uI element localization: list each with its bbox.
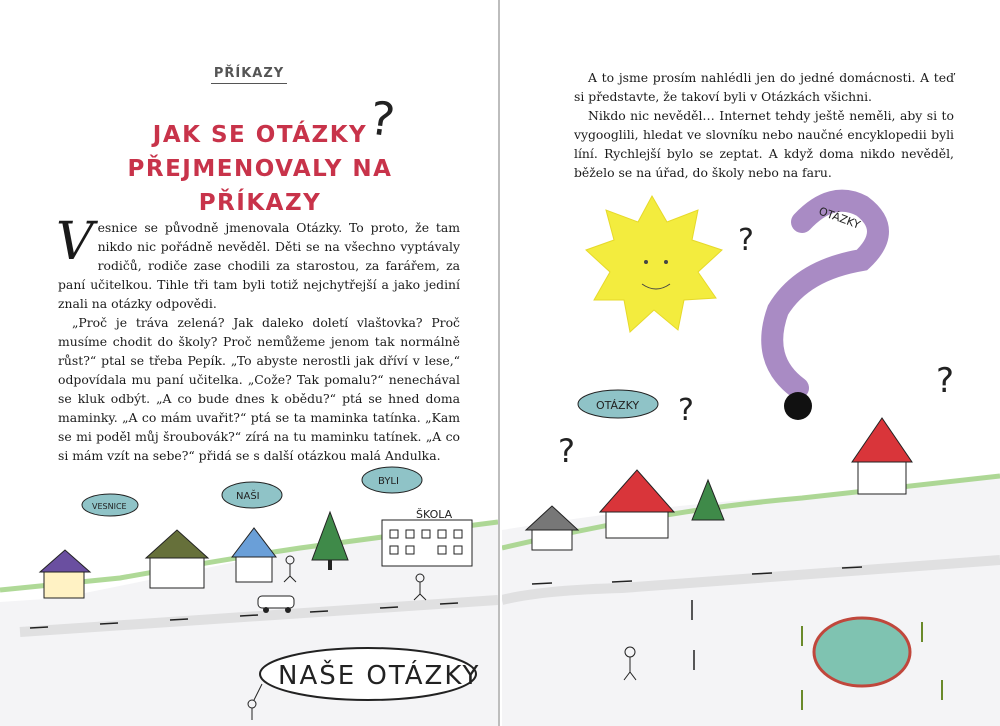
cloud-label-3: BYLI [378,476,399,487]
house-blue [232,528,276,582]
house-purple [40,550,90,598]
big-question-mark [772,201,878,388]
chapter-title-line2: PŘEJMENOVALY NA PŘÍKAZY [127,156,393,216]
sun-question-mark: ? [738,223,754,258]
title-question-mark: ? [366,90,399,148]
house-red-hill [852,418,912,494]
house-red [600,470,674,538]
big-question-dot [784,392,812,420]
cloud-right-label: OTÁZKY [596,399,640,412]
question-mark-1: ? [678,393,694,428]
chapter-title-line1: JAK SE OTÁZKY [152,122,368,148]
left-page [0,0,498,726]
house-grey [526,506,578,550]
cloud-label-2: NAŠI [236,491,260,502]
village-illustration [0,0,498,726]
paragraph-1: Vesnice se původně jmenovala Otázky. To proto, že tam nikdo nic pořádně nevěděl. Děti se na všechno vyptávaly rodičů, rodiče zase chodili za starostou, za farářem, za paní učitelkou. Tihle tři tam byli totiž nejchytřejší a jako jediní znali na otázky odpovědi. [56,212,460,311]
question-mark-3: ? [936,361,955,401]
right-page [502,0,1000,726]
paragraph-3: A to jsme prosím nahlédli jen do jedné domácnosti. A teď si představte, že takoví byli v Otázkách všichni. [574,70,954,104]
right-ground [502,474,1000,726]
drop-cap: V [56,212,94,272]
landscape-illustration [502,0,1000,726]
section-kicker: PŘÍKAZY [0,66,498,81]
paragraph-2: „Proč je tráva zelená? Jak daleko doletí vlaštovka? Proč musíme chodit do školy? Proč nemůžeme jenom tak normálně růst?“ ptal se třeba Pepík. „To abyste nerostli jak dříví v lese,“ odpovídala mu paní učitelka. „Cože? Tak pomalu?“ nenechával se kluk odbýt. „A co bude dnes k obědu?“ ptá se hned doma maminky. „A co mám uvařit?“ ptá se ta maminka tatínka. „Kam se mi poděl můj šroubovák?“ zírá na tu maminku tatínek. „A co si mám vzít na sebe?“ přidá se s další otázkou malá Andulka. [58,315,460,463]
paragraph-4: Nikdo nic nevěděl… Internet tehdy ještě neměli, aby si to vygooglili, hledat ve slovníku nebo naučné encyklopedii byli líní. Rychlejší bylo se zeptat. A když doma nikdo nevěděl, běželo se na úřad, do školy nebo na faru. [574,108,954,180]
school-building [382,520,472,566]
question-mark-2: ? [558,432,575,470]
cloud-label-1: VESNICE [92,502,127,511]
pond [814,618,910,686]
tree-right [692,480,724,520]
book-gutter [498,0,500,726]
sun [586,196,722,332]
school-sign: ŠKOLA [416,508,453,521]
banner-text: NAŠE OTÁZKY [278,661,481,691]
house-green [146,530,208,588]
big-qmark-label: OTÁZKY [816,204,862,232]
